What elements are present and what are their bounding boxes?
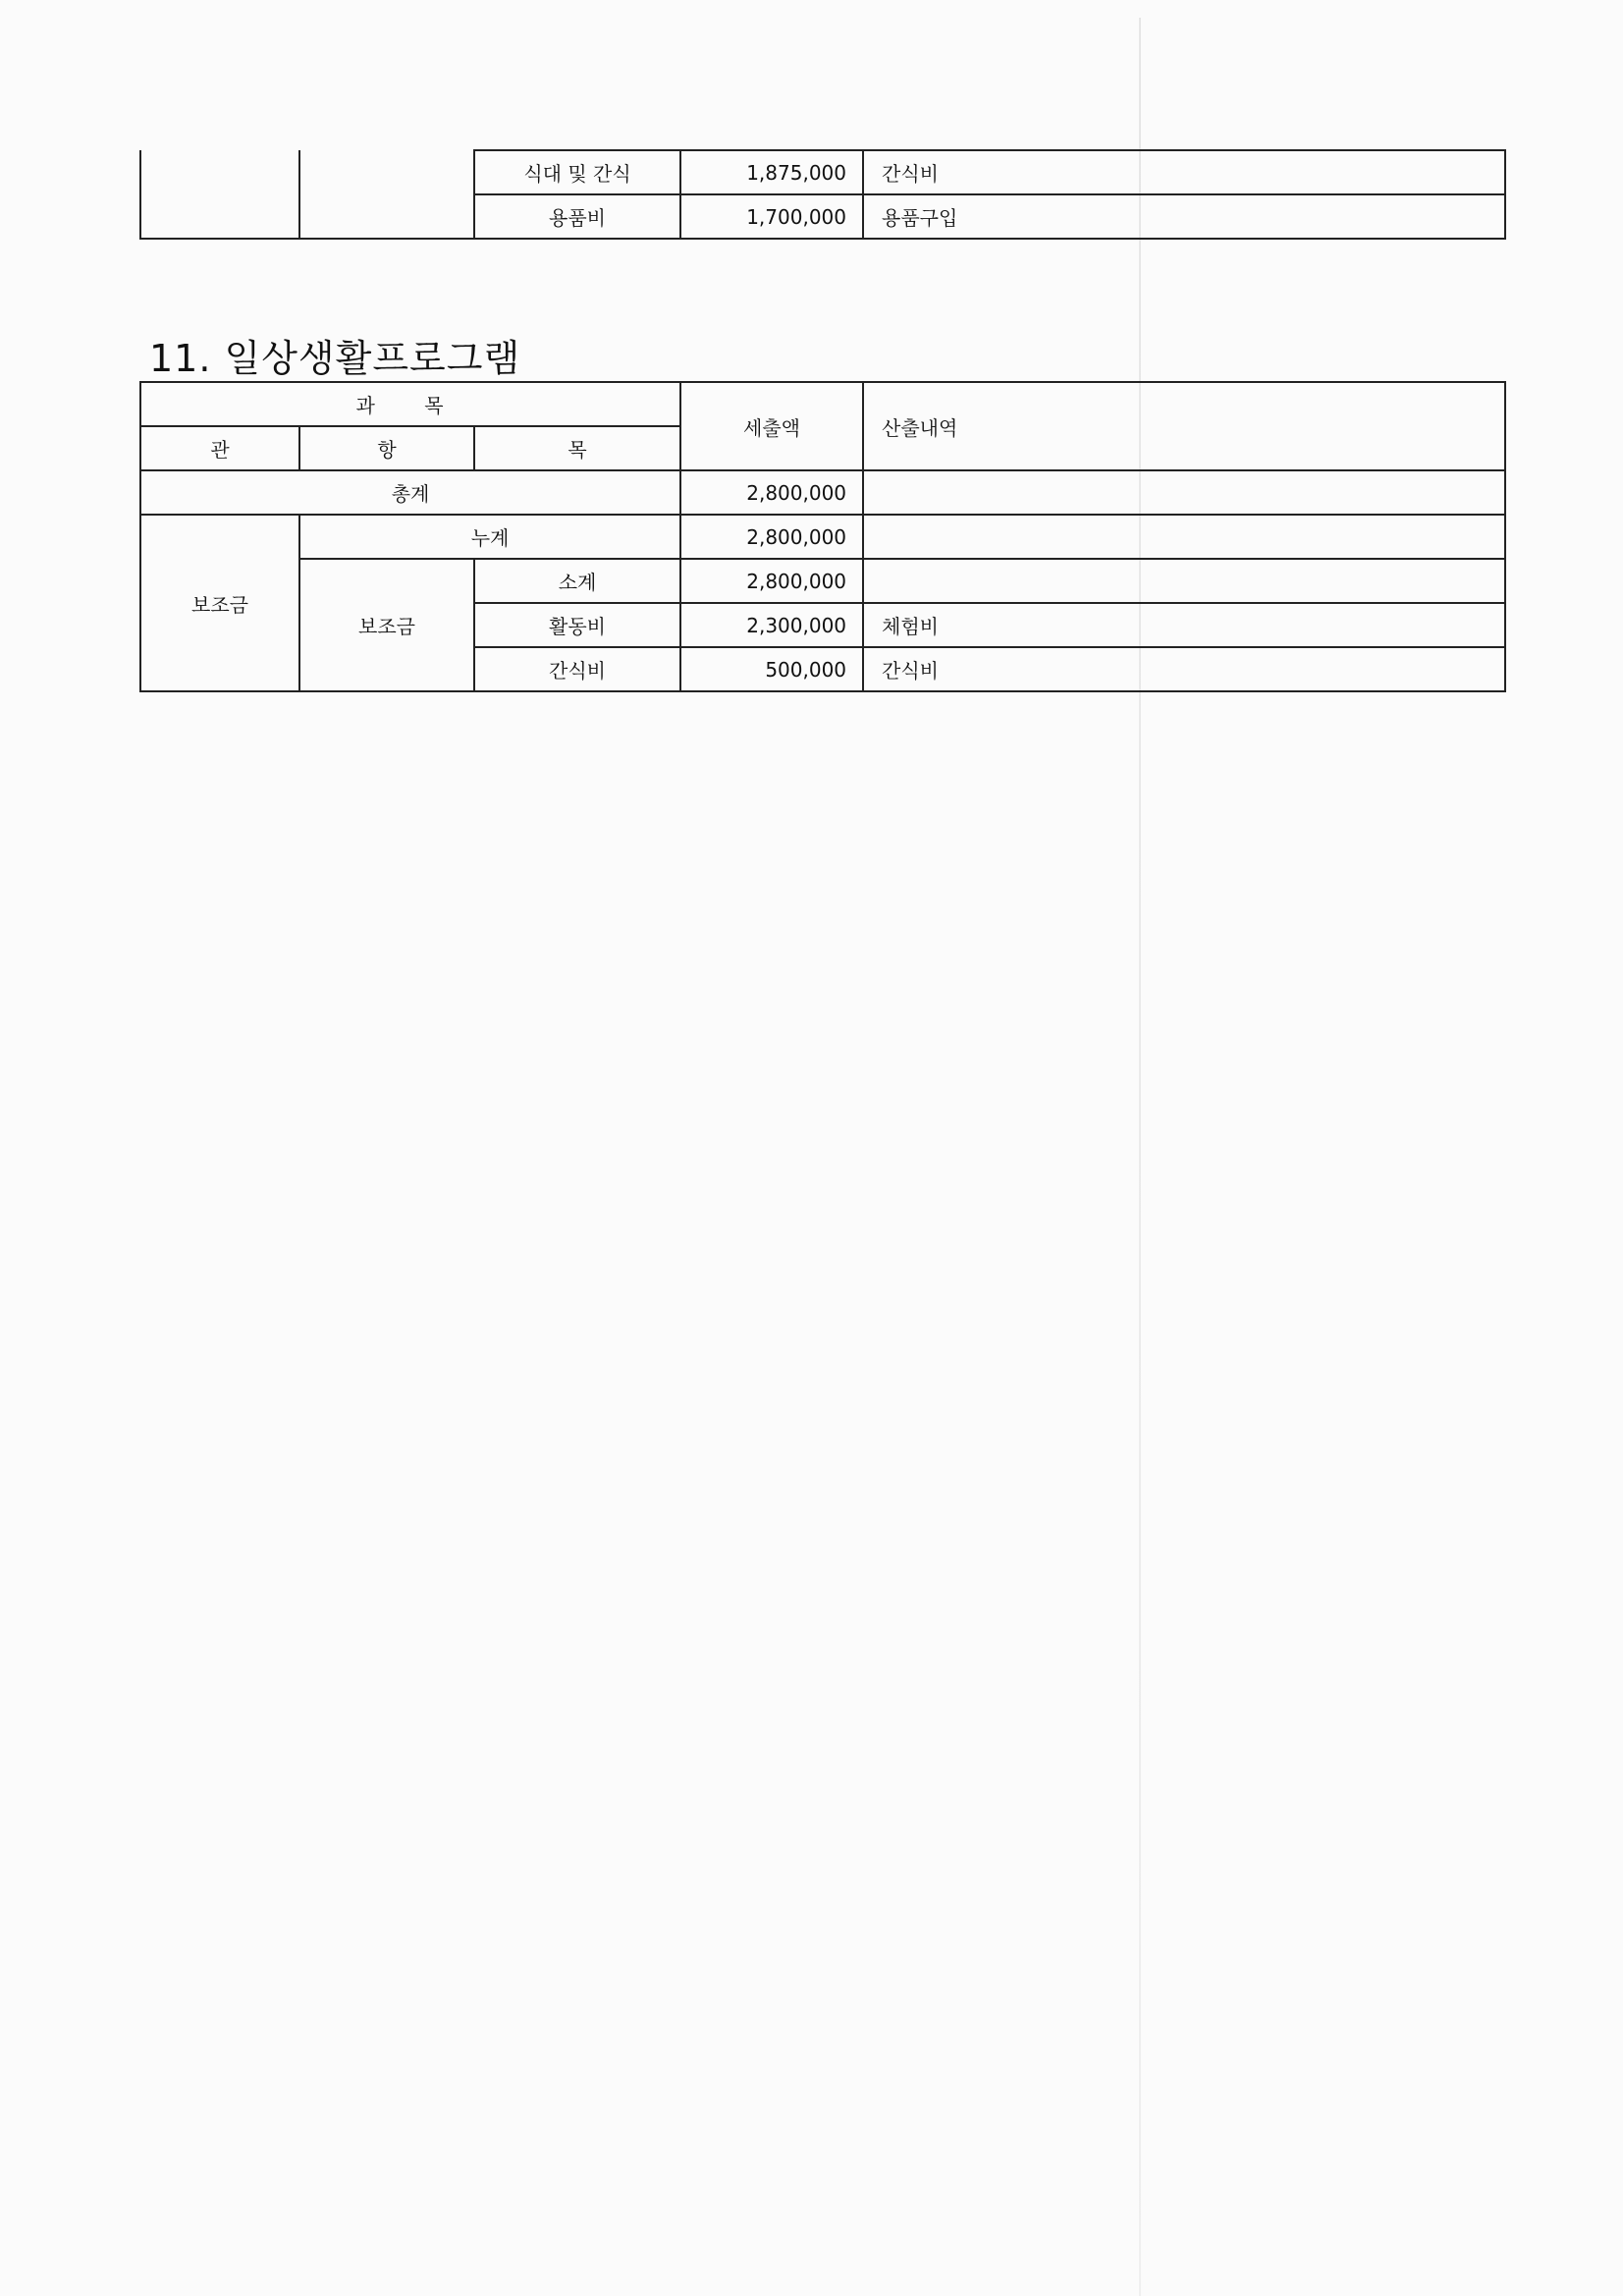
budget-table-continued: [139, 149, 1506, 240]
basis-cell: 간식비: [863, 647, 1505, 691]
hang-cell: [299, 150, 474, 239]
subtotal-amount: 2,800,000: [680, 559, 863, 603]
total-row: [140, 470, 1505, 515]
cumulative-row: [140, 515, 1505, 559]
amount-header: 세출액: [680, 382, 863, 470]
basis-header: 산출내역: [863, 382, 1505, 470]
mok-cell: 활동비: [474, 603, 680, 647]
amount-cell: 2,300,000: [680, 603, 863, 647]
hang-cell: 보조금: [299, 559, 474, 691]
amount-cell: 500,000: [680, 647, 863, 691]
gwan-cell: 보조금: [140, 515, 299, 691]
subtotal-label: 소계: [474, 559, 680, 603]
page-fold-line: [1139, 18, 1141, 2296]
subtotal-basis: [863, 559, 1505, 603]
subtotal-row: [140, 559, 1505, 603]
cumulative-label: 누계: [299, 515, 680, 559]
total-label: 총계: [140, 470, 680, 515]
total-amount: 2,800,000: [680, 470, 863, 515]
mok-header: 목: [474, 426, 680, 470]
header-row: [140, 382, 1505, 426]
subject-header: 과 목: [140, 382, 680, 426]
total-basis: [863, 470, 1505, 515]
amount-cell: 1,875,000: [680, 150, 863, 194]
mok-cell: 간식비: [474, 647, 680, 691]
budget-table: [139, 381, 1506, 692]
amount-cell: 1,700,000: [680, 194, 863, 239]
cumulative-basis: [863, 515, 1505, 559]
mok-cell: 식대 및 간식: [474, 150, 680, 194]
hang-header: 항: [299, 426, 474, 470]
gwan-cell: [140, 150, 299, 239]
section-heading: 11. 일상생활프로그램: [149, 337, 521, 380]
cumulative-amount: 2,800,000: [680, 515, 863, 559]
basis-cell: 간식비: [863, 150, 1505, 194]
table-row: [140, 150, 1505, 194]
gwan-header: 관: [140, 426, 299, 470]
basis-cell: 용품구입: [863, 194, 1505, 239]
mok-cell: 용품비: [474, 194, 680, 239]
basis-cell: 체험비: [863, 603, 1505, 647]
